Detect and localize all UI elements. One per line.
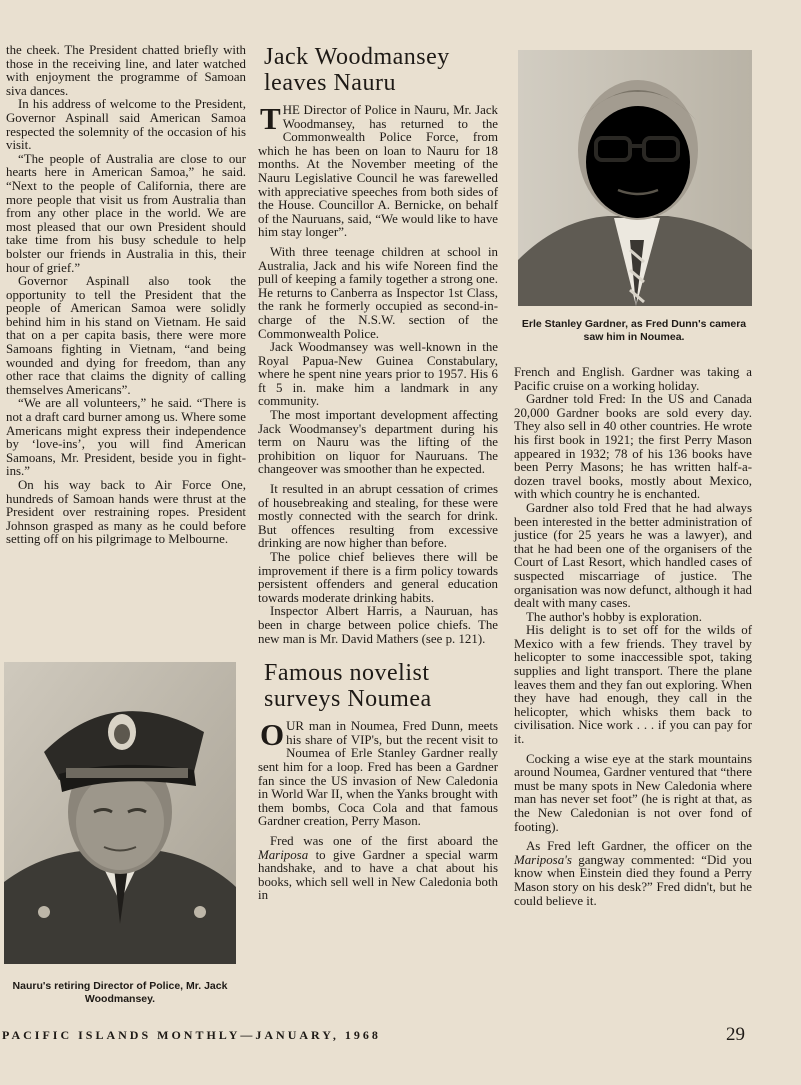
col3-para-2: Gardner told Fred: In the US and Canada 20,000 Gardner books are sold every day. They also sell in 40 other countries. He wrote his first book in 1921; the first Perry Mason appeared in 1932; 78 of his 136 books have been Perry Masons; he has written half-a-dozen travel books, mostly about Mexico, with which country he is enchanted. — [514, 392, 752, 502]
woodmansey-portrait-image — [4, 662, 236, 964]
woodmansey-para-7: Inspector Albert Harris, a Nauruan, has been in charge between police chiefs. The new man is Mr. David Mathers (see p. 121). — [258, 604, 498, 646]
woodmansey-para-4: The most important development affecting Jack Woodmansey's department during his term on Nauru was the lifting of the prohibition on liquor for Nauruans. The changeover was smoother than he expected. — [258, 408, 498, 477]
gardner-para-2: Fred was one of the first aboard the Mariposa to give Gardner a special warm handshake, and to have a chat about his books, which sell well in New Caledonia both in — [258, 833, 498, 903]
col1-para-3: “The people of Australia are close to our hearts here in American Samoa,” he said. “Next to the people of California, there are more people that visit us from Australia than from any other place in the world. We are most pleased that our own President should take time from his busy schedule to help bolster our friends in Australia in this, their hour of grief.” — [6, 151, 246, 275]
col3-para-7: As Fred left Gardner, the officer on the Mariposa's gangway commented: “Did you know when Einstein died they found a Perry Mason story on his desk?” Fred didn't, but he could believe it. — [514, 839, 752, 908]
woodmansey-para-6: The police chief believes there will be improvement if there is a firm policy towards persistent offenders and general education towards moderate drinking habits. — [258, 550, 498, 605]
dropcap-t: T — [260, 101, 281, 136]
gardner-portrait-image — [518, 50, 752, 306]
col3-para-1: French and English. Gardner was taking a Pacific cruise on a working holiday. — [514, 365, 752, 393]
woodmansey-para-2: With three teenage children at school in Australia, Jack and his wife Noreen find the pull of keeping a family together a strong one. He returns to Canberra as Inspector 1st Class, the rank he formerly occupied as second-in-charge of the N.S.W. section of the Commonwealth Police. — [258, 244, 498, 341]
gardner-photo — [518, 50, 752, 306]
woodmansey-para-3: Jack Woodmansey was well-known in the Royal Papua-New Guinea Constabulary, where he spent nine years prior to 1957. His 6 ft 5 in. make him a landmark in any community. — [258, 340, 498, 409]
woodmansey-headline: Jack Woodmansey leaves Nauru — [264, 44, 450, 96]
woodmansey-caption: Nauru's retiring Director of Police, Mr. Jack Woodmansey. — [12, 980, 228, 1005]
col1-para-5: “We are all volunteers,” he said. “There is not a draft card burner among us. Where some Americans might express their independence by ‘love-ins’, you will find American Samoans, Mr. President, beside you in fight-ins.” — [6, 396, 246, 479]
woodmansey-para-5: It resulted in an abrupt cessation of crimes of housebreaking and stealing, for these were mostly connected with the search for drink. But offences resulting from excessive drinking are now higher than before. — [258, 482, 498, 551]
woodmansey-lead-para: THE Director of Police in Nauru, Mr. Jack Woodmansey, has returned to the Commonwealth Police Force, from which he has been on loan to Nauru for 18 months. At the November meeting of the Nauru Legislative Council he was farewelled with appreciative speeches from both sides of the House. Councillor A. Bernicke, on behalf of the Nauruans, said, “We would like to have him stay longer”. — [258, 101, 498, 240]
gardner-headline: Famous novelist surveys Noumea — [264, 660, 432, 713]
page-number: 29 — [726, 1024, 745, 1045]
gardner-lead-para: OUR man in Noumea, Fred Dunn, meets his share of VIP's, but the recent visit to Noumea of Erle Stanley Gardner really sent him for a loop. Fred has been a Gardner fan since the US invasion of New Caledonia in World War II, when the Yanks brought with them bombs, Coca Cola and that famous Gardner creation, Perry Mason. — [258, 717, 498, 829]
column-1 — [6, 44, 246, 547]
page-footer — [0, 1024, 801, 1054]
gardner-caption: Erle Stanley Gardner, as Fred Dunn's camera saw him in Noumea. — [521, 318, 747, 343]
col1-para-1: the cheek. The President chatted briefly with those in the receiving line, and later watched with enjoyment the programme of Samoan siva dances. — [6, 43, 246, 98]
dropcap-o: O — [260, 717, 285, 753]
col3-para-3: Gardner also told Fred that he had always been interested in the better administration of justice (for 25 years he was a lawyer), and that he had been one of the organisers of the Court of Last Resort, which handled cases of suspected miscarriage of justice. The organisation was now defunct, although it had dealt with many cases. — [514, 500, 752, 611]
col3-para-5: His delight is to set off for the wilds of Mexico with a few friends. They travel by helicopter to some inaccessible spot, taking supplies and light transport. There the plane leaves them and they fan out exploring. When they have had enough, they call in the helicopter, which whisks them back to civilisation. Nice work . . . if you can pay for it. — [514, 623, 752, 747]
col3-para-6: Cocking a wise eye at the stark mountains around Noumea, Gardner ventured that “there must be many spots in New Caledonia where man has never set foot” (he is right at that, as the New Caledonian is not over fond of footing). — [514, 751, 752, 834]
column-3 — [514, 366, 752, 908]
col3-para-4: The author's hobby is exploration. — [526, 609, 702, 624]
column-2 — [258, 44, 498, 903]
col1-para-2: In his address of welcome to the President, Governor Aspinall said American Samoa respected the solemnity of the occasion of his visit. — [6, 97, 246, 153]
woodmansey-photo — [4, 662, 236, 964]
col1-para-4: Governor Aspinall also took the opportunity to tell the President that the people of American Samoa were solidly behind him in his stand on Vietnam. He said that on a per capita basis, there were more Samoans fighting in Vietnam, “and being wounded and dying for freedom, than any other race that claims the dignity of calling themselves Americans”. — [6, 274, 246, 397]
footer-masthead: PACIFIC ISLANDS MONTHLY—JANUARY, 1968 — [2, 1028, 381, 1042]
col1-para-6: On his way back to Air Force One, hundreds of Samoan hands were thrust at the President over restraining ropes. President Johnson grasped as many as he could before setting off on his pilgrimage to Melbourne. — [6, 478, 246, 547]
